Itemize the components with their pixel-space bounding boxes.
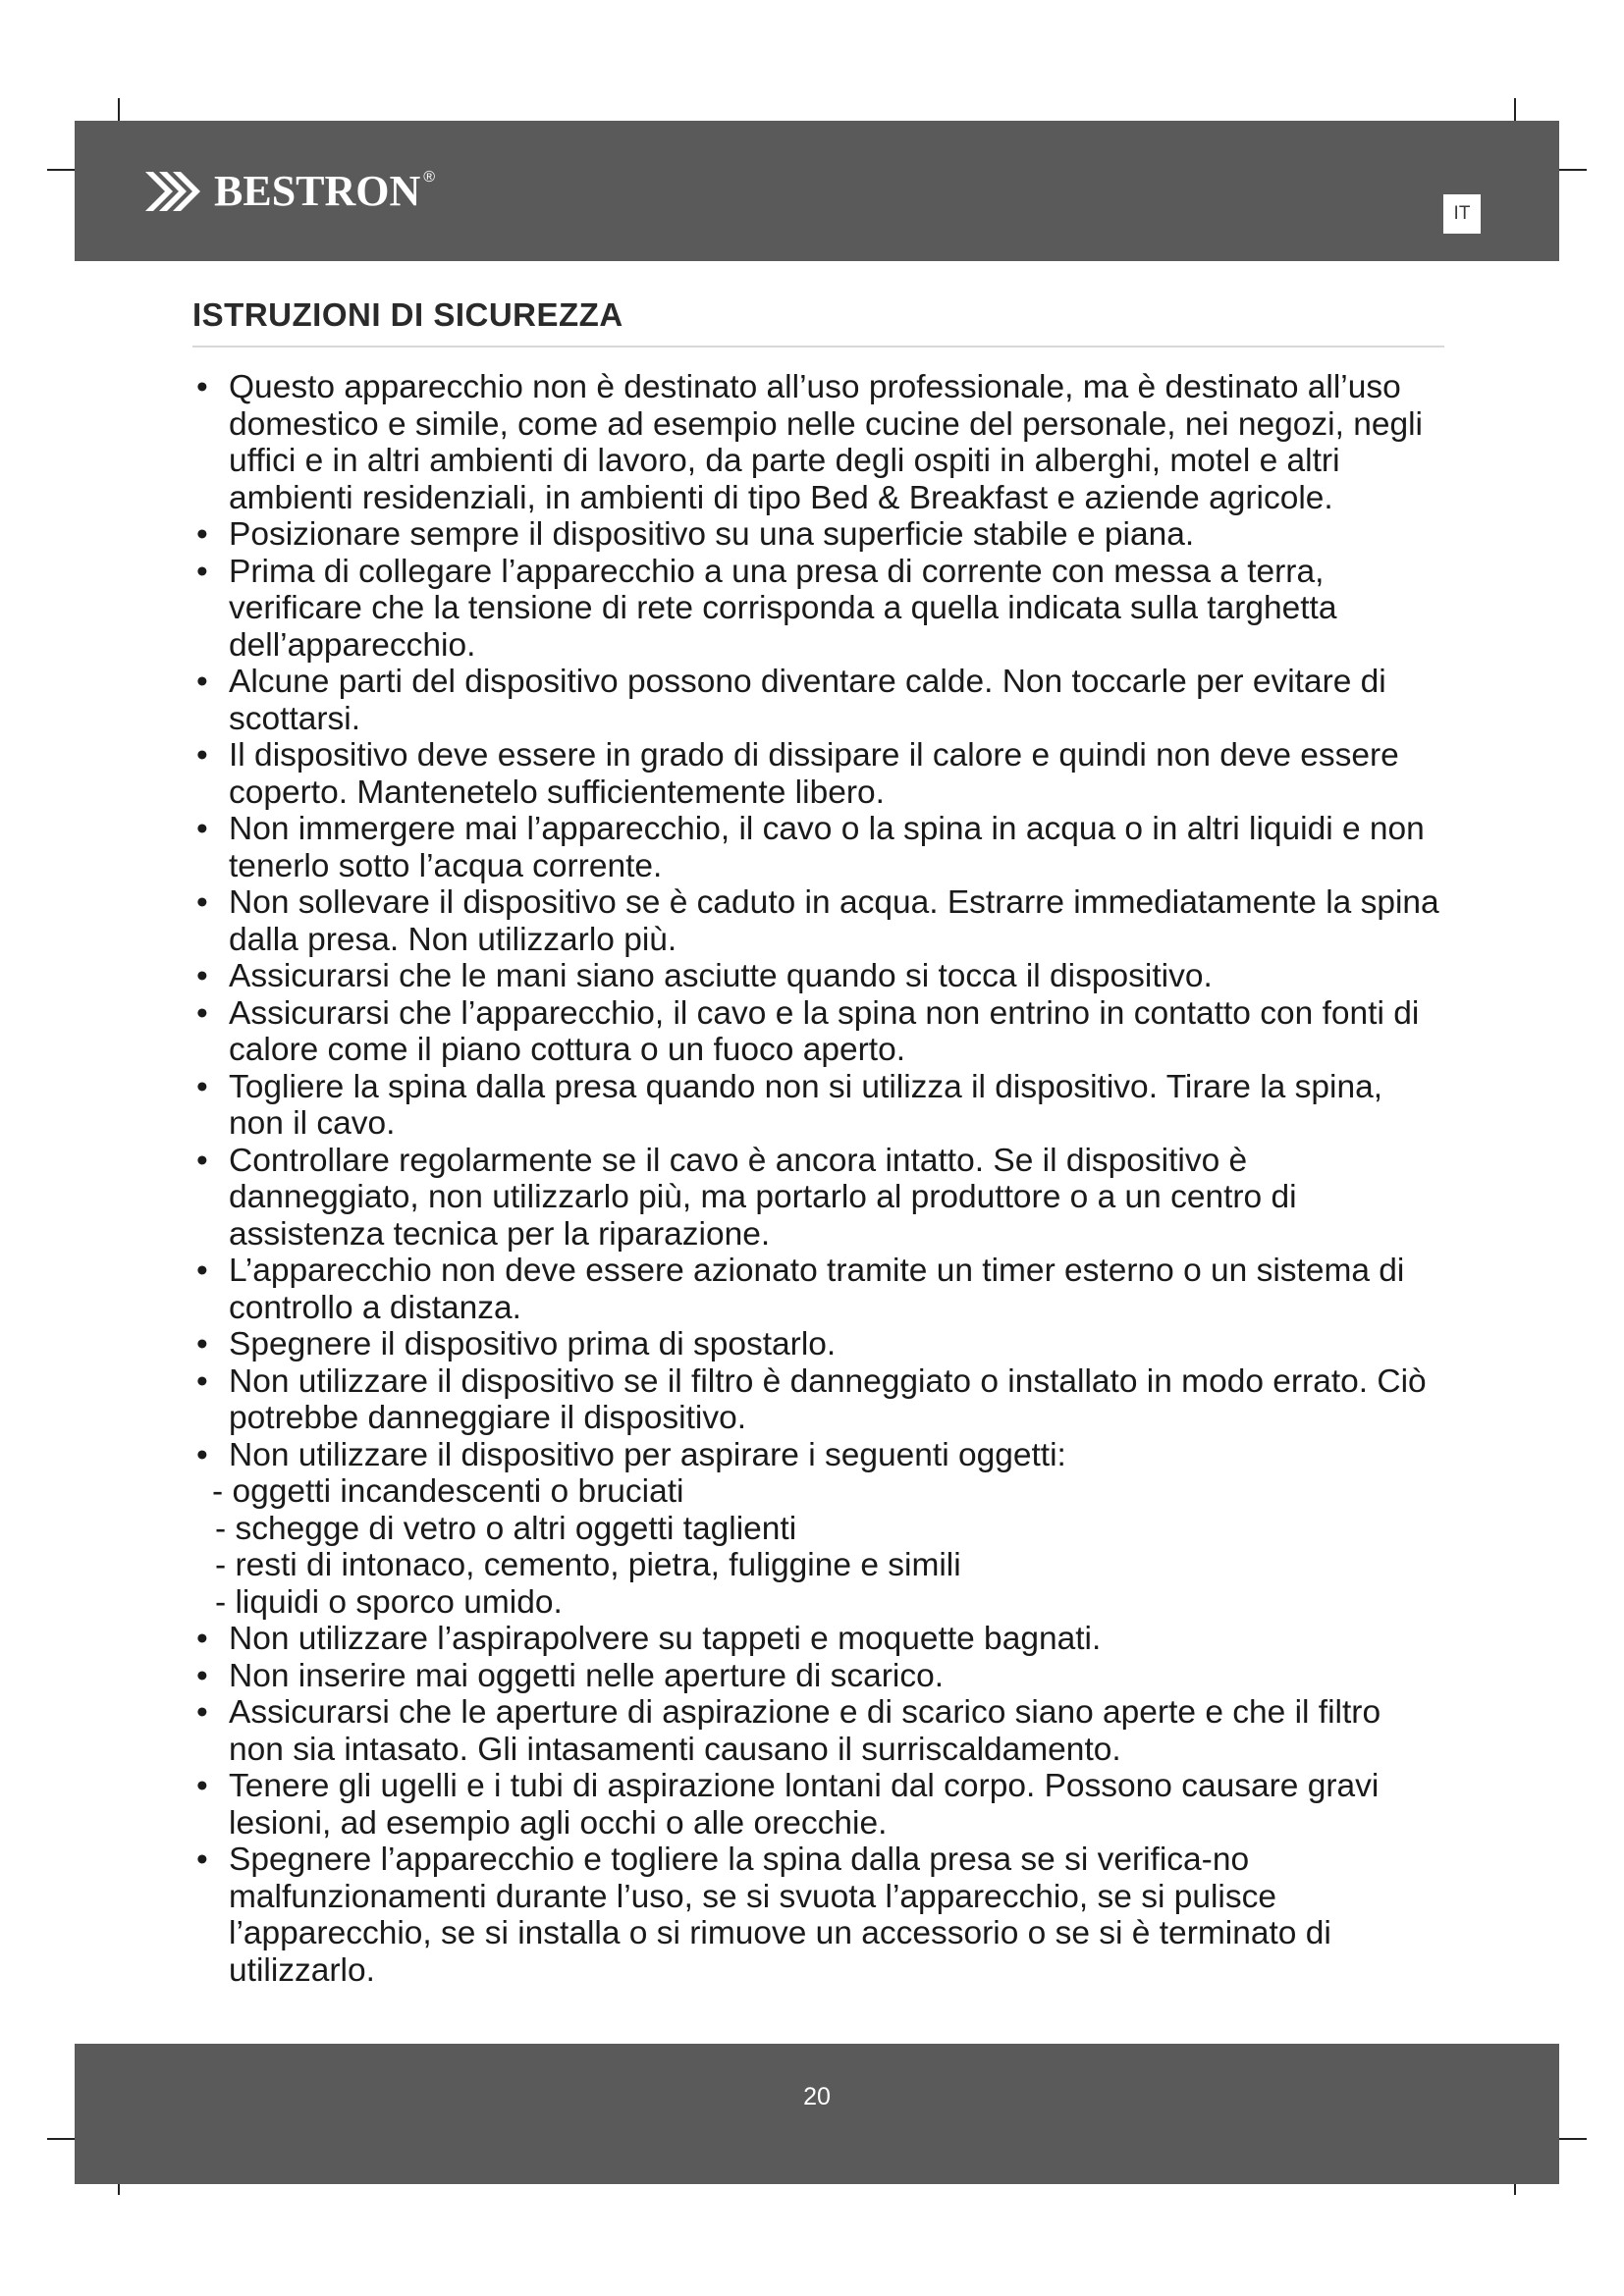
sub-list-item: - resti di intonaco, cemento, pietra, fuliggine e simili (215, 1547, 961, 1583)
list-item: • Posizionare sempre il dispositivo su una superficie stabile e piana. (192, 516, 1444, 554)
list-item: • Questo apparecchio non è destinato all’uso professionale, ma è destinato all’uso domestico e simile, come ad esempio nelle cucine del personale, nei negozi, negli uffici e in altri ambienti di lavoro, da parte degli ospiti in alberghi, motel e altri ambienti residenziali, in ambienti di tipo Bed & Breakfast e aziende agricole. (192, 369, 1444, 516)
list-item: • Controllare regolarmente se il cavo è ancora intatto. Se il dispositivo è danneggiato, non utilizzarlo più, ma portarlo al produttore o a un centro di assistenza tecnica per la riparazione. (192, 1143, 1444, 1254)
main-content (192, 296, 1444, 2044)
list-item: • Non utilizzare l’aspirapolvere su tappeti e moquette bagnati. (192, 1621, 1444, 1658)
safety-instructions-list (192, 369, 1444, 1989)
list-item: • Non utilizzare il dispositivo per aspirare i seguenti oggetti: (192, 1437, 1444, 1474)
language-badge: IT (1443, 194, 1481, 234)
list-item: • Assicurarsi che le mani siano asciutte quando si tocca il dispositivo. (192, 958, 1444, 995)
page-number: 20 (803, 2083, 831, 2110)
list-item: • Assicurarsi che le aperture di aspirazione e di scarico siano aperte e che il filtro non sia intasato. Gli intasamenti causano il surriscaldamento. (192, 1694, 1444, 1768)
brand-logo (143, 152, 435, 231)
list-item: • Non utilizzare il dispositivo se il filtro è danneggiato o installato in modo errato. Ciò potrebbe danneggiare il dispositivo. (192, 1363, 1444, 1437)
registered-mark: ® (423, 169, 436, 186)
list-item: • Prima di collegare l’apparecchio a una presa di corrente con messa a terra, verificare che la tensione di rete corrisponda a quella indicata sulla targhetta dell’apparecchio. (192, 554, 1444, 665)
list-item: • Spegnere l’apparecchio e togliere la spina dalla presa se si verifica-no malfunzionamenti durante l’uso, se si svuota l’apparecchio, se si pulisce l’apparecchio, se si installa o si rimuove un accessorio o se si è terminato di utilizzarlo. (192, 1842, 1444, 1989)
footer-bar (75, 2044, 1559, 2184)
sub-list-item: - liquidi o sporco umido. (215, 1583, 563, 1621)
list-item: • L’apparecchio non deve essere azionato tramite un timer esterno o un sistema di controllo a distanza. (192, 1253, 1444, 1326)
list-item: • Togliere la spina dalla presa quando non si utilizza il dispositivo. Tirare la spina, non il cavo. (192, 1069, 1444, 1143)
header-bar (75, 121, 1559, 261)
section-title: ISTRUZIONI DI SICUREZZA (192, 296, 1444, 347)
list-item: • Il dispositivo deve essere in grado di dissipare il calore e quindi non deve essere coperto. Mantenetelo sufficientemente libero. (192, 737, 1444, 811)
chevron-double-icon (143, 168, 210, 215)
sub-list-item: - schegge di vetro o altri oggetti taglienti (215, 1510, 797, 1547)
list-item: • Alcune parti del dispositivo possono diventare calde. Non toccarle per evitare di scottarsi. (192, 664, 1444, 737)
list-item: • Non inserire mai oggetti nelle aperture di scarico. (192, 1658, 1444, 1695)
brand-name: BESTRON (214, 167, 421, 215)
list-item: • Spegnere il dispositivo prima di spostarlo. (192, 1326, 1444, 1363)
list-item: • Assicurarsi che l’apparecchio, il cavo e la spina non entrino in contatto con fonti di calore come il piano cottura o un fuoco aperto. (192, 995, 1444, 1069)
list-item: • Non immergere mai l’apparecchio, il cavo o la spina in acqua o in altri liquidi e non tenerlo sotto l’acqua corrente. (192, 811, 1444, 884)
sub-list-item: - oggetti incandescenti o bruciati (212, 1473, 684, 1510)
list-item: • Tenere gli ugelli e i tubi di aspirazione lontani dal corpo. Possono causare gravi lesioni, ad esempio agli occhi o alle orecchie. (192, 1768, 1444, 1842)
list-item: • Non sollevare il dispositivo se è caduto in acqua. Estrarre immediatamente la spina dalla presa. Non utilizzarlo più. (192, 884, 1444, 958)
